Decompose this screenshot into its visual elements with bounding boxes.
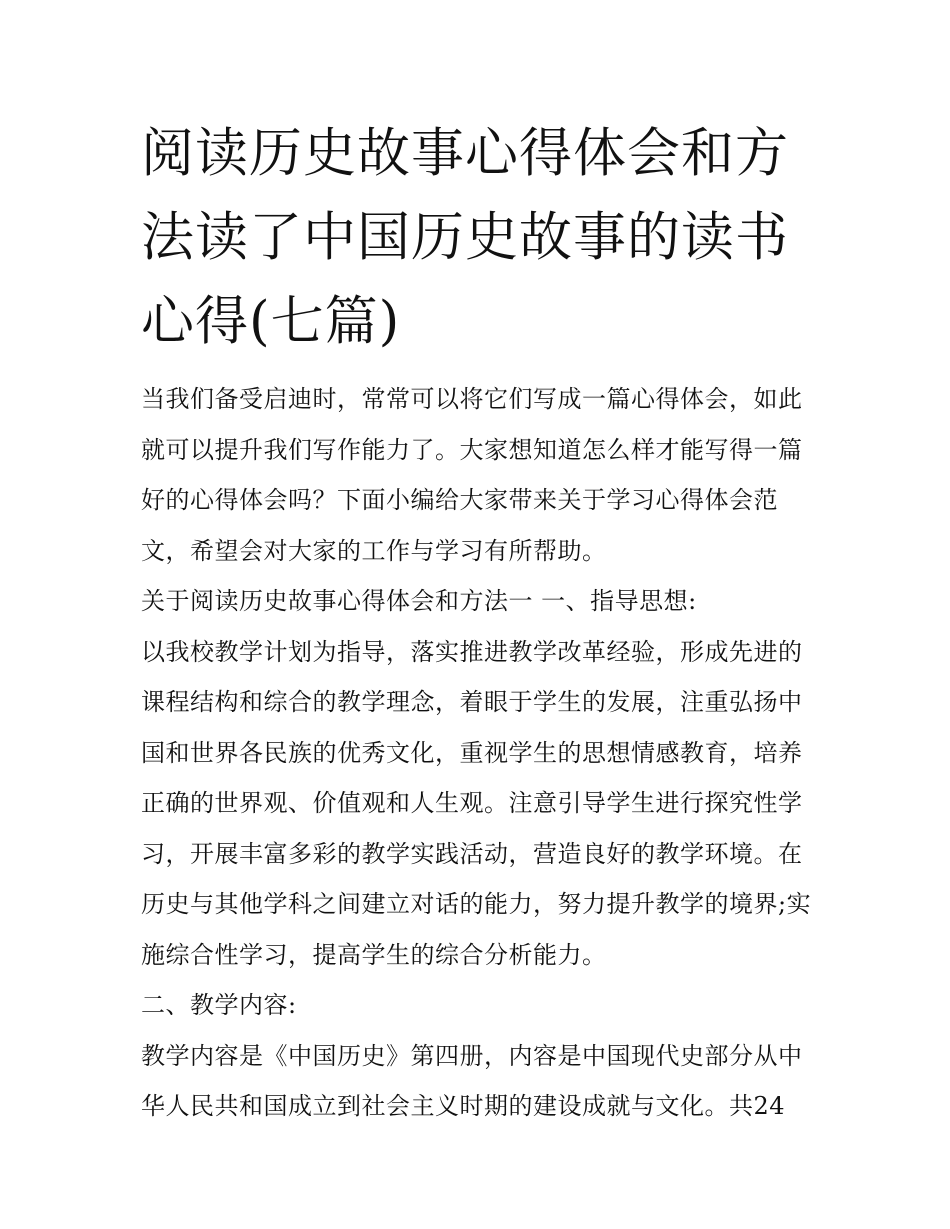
guiding-thought-paragraph: 以我校教学计划为指导，落实推进教学改革经验，形成先进的课程结构和综合的教学理念，着眼于学生的发展，注重弘扬中国和世界各民族的优秀文化，重视学生的思想情感教育，培养正确的世界观、价值观和人生观。注意引导学生进行探究性学习，开展丰富多彩的教学实践活动，营造良好的教学环境。在历史与其他学科之间建立对话的能力，努力提升教学的境界;实施综合性学习，提高学生的综合分析能力。 (141, 637, 812, 969)
intro-paragraph: 当我们备受启迪时，常常可以将它们写成一篇心得体会，如此就可以提升我们写作能力了。大家想知道怎么样才能写得一篇好的心得体会吗？下面小编给大家带来关于学习心得体会范文，希望会对大家的工作与学习有所帮助。 (141, 385, 803, 565)
teaching-content-paragraph: 教学内容是《中国历史》第四册，内容是中国现代史部分从中华人民共和国成立到社会主义时期的建设成就与文化。共24 (141, 1041, 803, 1120)
section-heading-teaching-content: 二、教学内容: (141, 991, 297, 1019)
document-body (141, 112, 813, 1132)
document-title: 阅读历史故事心得体会和方法读了中国历史故事的读书心得(七篇) (141, 123, 789, 352)
section-heading-guiding-thought: 关于阅读历史故事心得体会和方法一 一、指导思想: (141, 587, 697, 615)
